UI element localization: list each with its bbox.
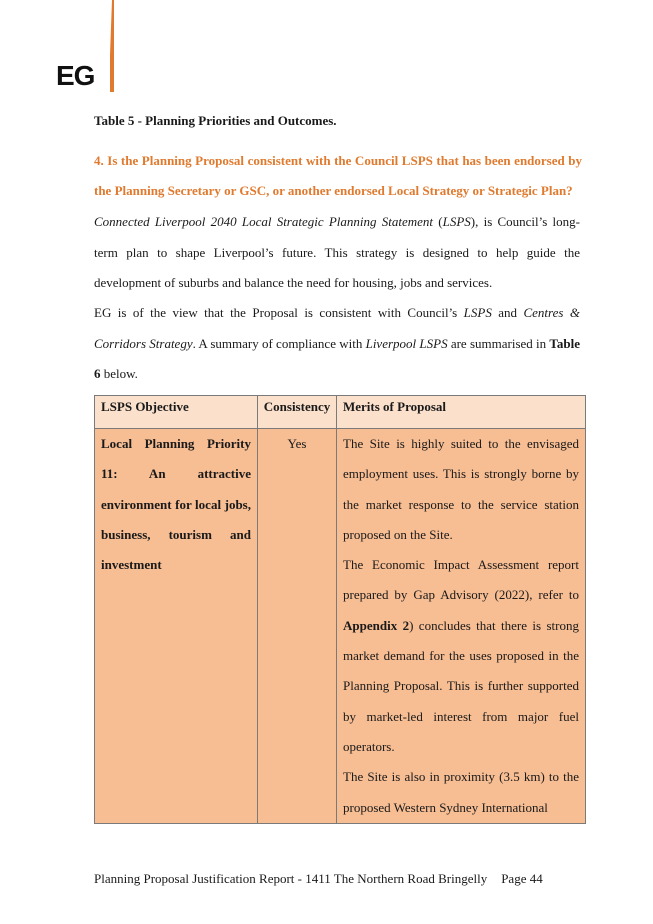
merit-paragraph: The Site is highly suited to the envisaged employment uses. This is strongly borne by the market response to the service station proposed on the Site.: [343, 436, 579, 542]
header-objective: LSPS Objective: [95, 396, 258, 429]
table-header-row: [95, 396, 586, 429]
doc-title: Connected Liverpool 2040 Local Strategic Planning Statement: [94, 214, 434, 229]
section-question: 4. Is the Planning Proposal consistent with the Council LSPS that has been endorsed by the Planning Secretary or GSC, or another endorsed Local Strategy or Strategic Plan?: [94, 153, 582, 198]
lsps-compliance-table: [94, 395, 586, 824]
merit-paragraph: The Site is also in proximity (3.5 km) to the proposed Western Sydney International: [343, 769, 579, 815]
table-caption: Table 5 - Planning Priorities and Outcomes.: [94, 113, 337, 128]
header-merits: Merits of Proposal: [337, 396, 586, 429]
logo-text: EG: [56, 60, 95, 91]
paragraph-consistency: EG is of the view that the Proposal is consistent with Council’s LSPS and Centres & Corridors Strategy. A summary of compliance with Liverpool LSPS are summarised in Table 6 below.: [94, 305, 580, 381]
page-footer: [94, 871, 543, 887]
table-row: [95, 429, 586, 824]
logo-accent-bar: [108, 0, 116, 92]
header-consistency: Consistency: [258, 396, 337, 429]
footer-title: Planning Proposal Justification Report - 1411 The Northern Road Bringelly: [94, 871, 488, 886]
company-logo: [56, 0, 126, 92]
cell-consistency: Yes: [258, 429, 337, 824]
merit-paragraph: The Economic Impact Assessment report prepared by Gap Advisory (2022), refer to Appendix 2) concludes that there is strong market demand for the uses proposed in the Planning Proposal. This is further supported by market-led interest from major fuel operators.: [343, 557, 579, 754]
page-number: Page 44: [501, 871, 543, 886]
cell-objective: Local Planning Priority 11: An attractive environment for local jobs, business, tourism and investment: [95, 429, 258, 824]
paragraph-lsps-intro: Connected Liverpool 2040 Local Strategic Planning Statement (LSPS), is Council’s long-term plan to shape Liverpool’s future. This strategy is designed to help guide the development of suburbs and balance the need for housing, jobs and services.: [94, 214, 580, 290]
appendix-reference: Appendix 2: [343, 617, 410, 633]
table-reference: Table 6: [94, 335, 580, 381]
cell-merits: [337, 429, 586, 824]
